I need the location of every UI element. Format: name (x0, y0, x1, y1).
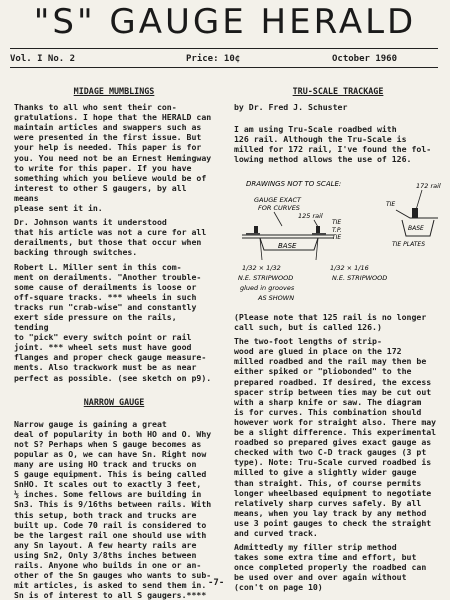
issue-bar (10, 53, 438, 65)
paragraph: Thanks to all who sent their con- gratulations. I hope that the HERALD can maintain articles and swappers such as were presented in the first issue. But your help is needed. This paper is for you. You need not be an Ernest Hemingway to write for this paper. If you have something which you believe would be of interest to other S gaugers, by all means please sent it in. (14, 102, 212, 214)
label-dim-right: 1/32 × 1/16 (330, 264, 369, 272)
label-for-curves: FOR CURVES (258, 204, 300, 212)
paragraph: Narrow gauge is gaining a great deal of popularity in both HO and O. Why not S? Perhaps when S gauge becomes as popular as O, we can have Sn. Right now many are using HO track and trucks on S gauge equipment. This is being called SnHO. It scales out to exactly 3 feet, ½ inches. Some fellows are building in Sn3. This is 9/16ths between rails. With this setup, both track and trucks are built up. Code 70 rail is considered to be the largest rail one should use with any Sn layout. A few hearty rails are using Sn2, Only 3/8ths inches between rails. Anyone who builds in one or an- other of the Sn gauges who wants to sub- mit articles, is asked to send them in. Sn is of interest to all S gaugers.**** (14, 418, 212, 600)
masthead-rule-top (10, 48, 438, 49)
label-172-rail: 172 rail (416, 182, 441, 190)
volume-number: Vol. I No. 2 (10, 54, 76, 64)
label-glued: glued in grooves (240, 284, 295, 292)
sketch-caption: DRAWINGS NOT TO SCALE: (246, 180, 342, 188)
label-tie: TIE (332, 219, 342, 226)
right-column-top (234, 86, 442, 165)
paragraph: Robert L. Miller sent in this com- ment on derailments. "Another trouble- some cause of derailments is loose or off-square tracks. *** wheels in such tracks run "crab-wise" and constantly exert side pressure on the rails, tending to "pick" every switch point or rail joint. *** wheel sets must have good flanges and proper check gauge measure- ments. Also trackwork must be as near perfect as possible. (see sketch on p9). (14, 261, 212, 383)
page-number: -7- (208, 578, 225, 588)
label-base-right: BASE (408, 225, 424, 232)
paragraph: (Please note that 125 rail is no longer call such, but is called 126.) (234, 312, 427, 333)
label-base: BASE (278, 242, 297, 250)
label-stripwood-left: N.E. STRIPWOOD (238, 274, 294, 282)
label-tie-2: TIE (332, 234, 342, 241)
label-tie-plate: T.P. (332, 227, 342, 234)
label-tie-plates: TIE PLATES (392, 241, 426, 248)
label-dim-left: 1/32 × 1/32 (242, 264, 281, 272)
article-heading-narrow-gauge: NARROW GAUGE (83, 396, 145, 407)
article-heading-midage-mumblings: MIDAGE MUMBLINGS (73, 86, 155, 96)
paragraph: Dr. Johnson wants it understood that his article was not a cure for all derailments, but those that occur when backing through switches. (14, 217, 207, 258)
left-column (14, 86, 214, 600)
issue-date: October 1960 (332, 54, 398, 64)
paragraph: The two-foot lengths of strip- wood are glued in place on the 172 milled roadbed and the rail may then be either spiked or "pliobonded" to the prepared roadbed. If desired, the excess spacer strip between ties may be cut out with a sharp knife or saw. The diagram is for curves. This combination should however work for straight also. There may be a slight difference. This experimental roadbed so prepared gives exact gauge as checked with two C-D track gauges (3 pt type). Note: Tru-Scale curved roadbed is milled to give a slightly wider gauge than straight. This, of course permits longer wheelbased equipment to negotiate relatively sharp curves safely. By all means, when you lay track by any method use 3 point gauges to check the straight and curved track. (234, 336, 437, 538)
label-as-shown: AS SHOWN (258, 294, 295, 302)
masthead-rule-bottom (10, 67, 438, 68)
track-cross-section-sketch (234, 180, 442, 308)
paragraph: I am using Tru-Scale roadbed with 126 rail. Although the Tru-Scale is milled for 172 rail, I've found the fol- lowing method allows the use of 126. (234, 124, 432, 165)
article-heading-tru-scale-trackage: TRU-SCALE TRACKAGE (292, 86, 384, 96)
label-125-rail: 125 rail (298, 212, 323, 220)
label-gauge-exact: GAUGE EXACT (254, 196, 301, 204)
label-stripwood-right: N.E. STRIPWOOD (332, 274, 388, 282)
masthead-title: "S" GAUGE HERALD (33, 2, 417, 42)
price: Price: 10¢ (186, 54, 241, 64)
byline: by Dr. Fred J. Schuster (234, 102, 348, 113)
label-tie-right: TIE (386, 201, 396, 208)
right-column-bottom (234, 312, 442, 593)
paragraph: Admittedly my filler strip method takes some extra time and effort, but once completed properly the roadbed can be used over and over again without (con't on page 10) (234, 542, 427, 593)
